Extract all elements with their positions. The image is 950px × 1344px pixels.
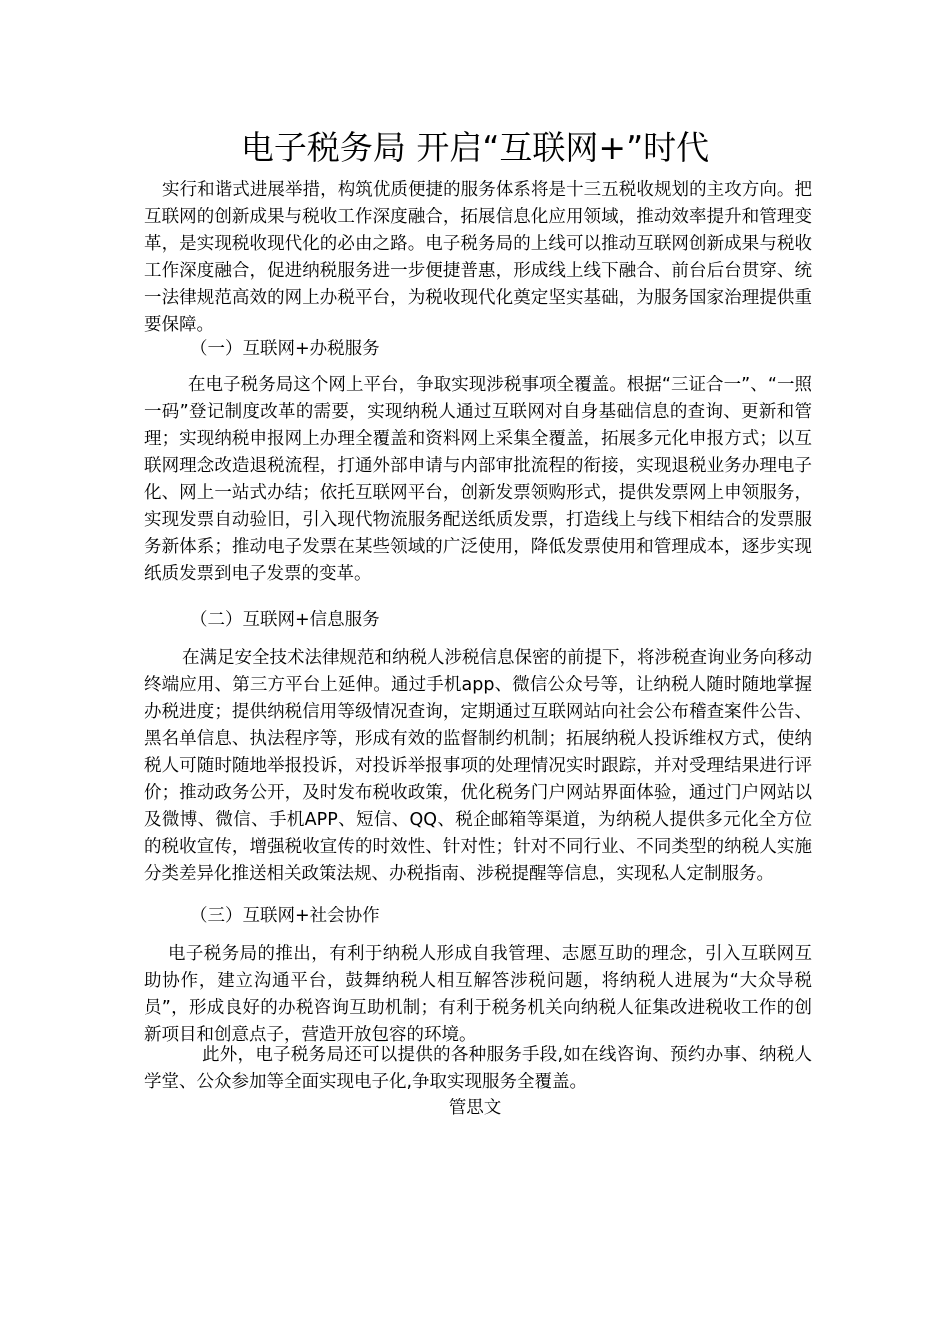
intro-paragraph: 实行和谐式进展举措，构筑优质便捷的服务体系将是十三五税收规划的主攻方向。把互联网的创新成果与税收工作深度融合，拓展信息化应用领域，推动效率提升和管理变革，是实现税收现代化的必由之路。电子税务局的上线可以推动互联网创新成果与税收工作深度融合，促进纳税服务进一步便捷普惠，形成线上线下融合、前台后台贯穿、统一法律规范高效的网上办税平台，为税收现代化奠定坚实基础，为服务国家治理提供重要保障。	[144, 180, 812, 335]
closing-paragraph: 此外，电子税务局还可以提供的各种服务手段,如在线咨询、预约办事、纳税人学堂、公众参加等全面实现电子化,争取实现服务全覆盖。	[144, 1045, 812, 1092]
author-name: 管思文	[448, 1098, 502, 1118]
section-body-1: 在电子税务局这个网上平台，争取实现涉税事项全覆盖。根据“三证合一”、“一照一码”登记制度改革的需要，实现纳税人通过互联网对自身基础信息的查询、更新和管理；实现纳税申报网上办理全覆盖和资料网上采集全覆盖，拓展多元化申报方式；以互联网理念改造退税流程，打通外部申请与内部审批流程的衔接，实现退税业务办理电子化、网上一站式办结；依托互联网平台，创新发票领购形式，提供发票网上申领服务，实现发票自动验旧，引入现代物流服务配送纸质发票，打造线上与线下相结合的发票服务新体系；推动电子发票在某些领域的广泛使用，降低发票使用和管理成本，逐步实现纸质发票到电子发票的变革。	[144, 375, 812, 584]
section-heading-3: （三）互联网+社会协作	[190, 906, 380, 926]
section-heading-1: （一）互联网+办税服务	[190, 339, 380, 359]
document-title: 电子税务局 开启“互联网+”时代	[240, 128, 710, 167]
section-body-3: 电子税务局的推出，有利于纳税人形成自我管理、志愿互助的理念，引入互联网互助协作，建立沟通平台，鼓舞纳税人相互解答涉税问题，将纳税人进展为“大众导税员”，形成良好的办税咨询互助机制；有利于税务机关向纳税人征集改进税收工作的创新项目和创意点子，营造开放包容的环境。	[144, 944, 812, 1045]
section-body-2: 在满足安全技术法律规范和纳税人涉税信息保密的前提下，将涉税查询业务向移动终端应用、第三方平台上延伸。通过手机app、微信公众号等，让纳税人随时随地掌握办税进度；提供纳税信用等级情况查询，定期通过互联网站向社会公布稽查案件公告、黑名单信息、执法程序等，形成有效的监督制约机制；拓展纳税人投诉维权方式，使纳税人可随时随地举报投诉，对投诉举报事项的处理情况实时跟踪，并对受理结果进行评价；推动政务公开，及时发布税收政策，优化税务门户网站界面体验，通过门户网站以及微博、微信、手机APP、短信、QQ、税企邮箱等渠道，为纳税人提供多元化全方位的税收宣传，增强税收宣传的时效性、针对性；针对不同行业、不同类型的纳税人实施分类差异化推送相关政策法规、办税指南、涉税提醒等信息，实现私人定制服务。	[144, 648, 812, 884]
section-heading-2: （二）互联网+信息服务	[190, 610, 380, 630]
